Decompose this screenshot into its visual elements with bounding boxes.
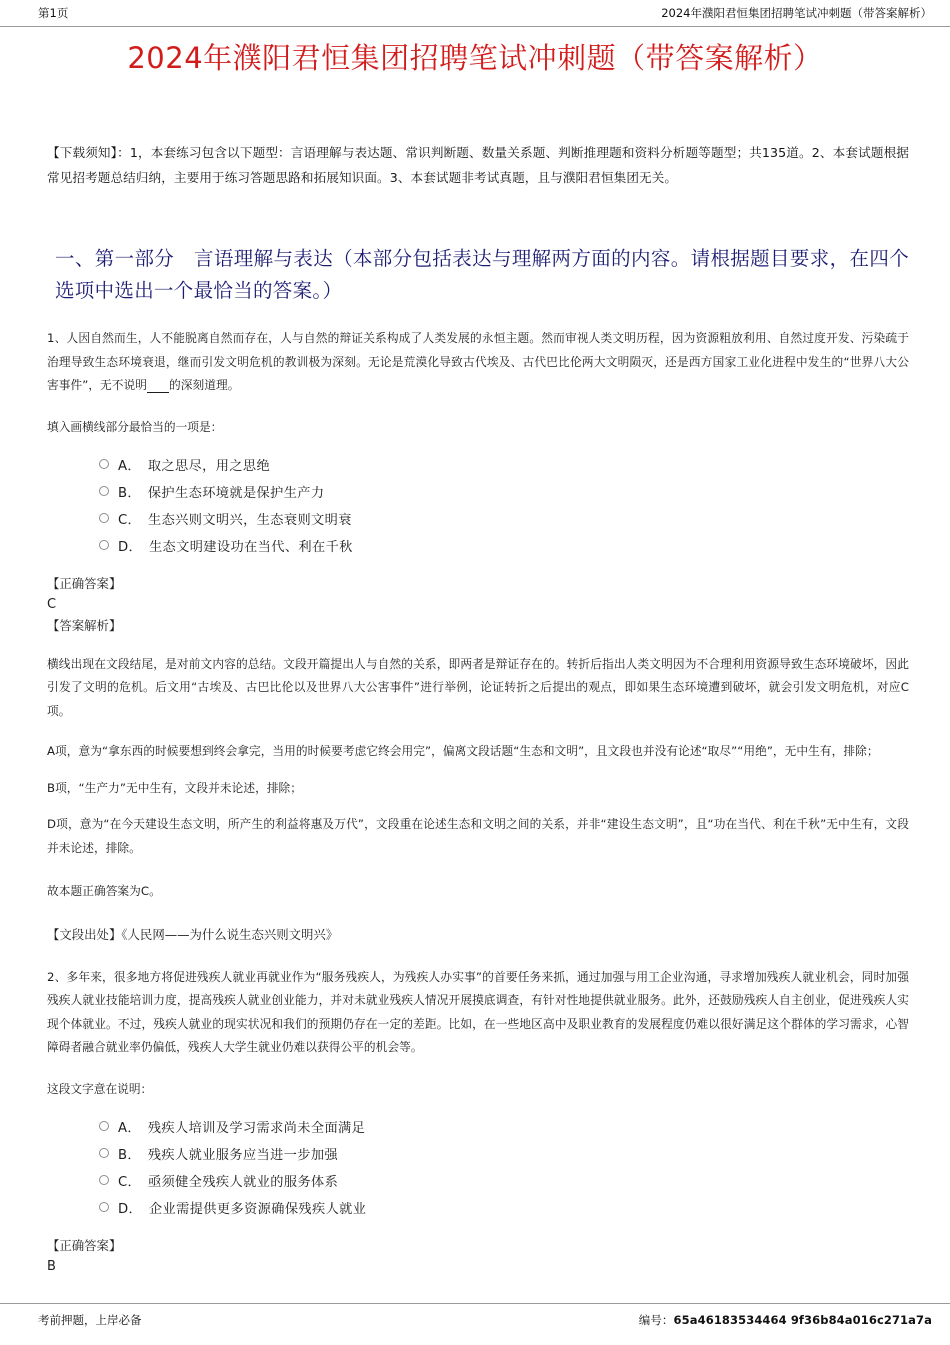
- option-text: 生态兴则文明兴，生态衰则文明衰: [148, 512, 352, 528]
- radio-button-icon[interactable]: [99, 1121, 109, 1131]
- radio-button-icon[interactable]: [99, 1202, 109, 1212]
- option-letter: C．: [118, 1174, 141, 1190]
- question-item: [47, 327, 909, 946]
- question-item: [47, 966, 909, 1277]
- header-document-title: 2024年濮阳君恒集团招聘笔试冲刺题（带答案解析）: [661, 6, 932, 20]
- option-text: 残疾人就业服务应当进一步加强: [147, 1147, 339, 1163]
- analysis-paragraph: B项，“生产力”无中生有，文段并未论述，排除；: [47, 780, 303, 795]
- question-stem: [47, 327, 909, 398]
- option-letter: D．: [118, 1201, 142, 1217]
- question-prompt: 这段文字意在说明：: [47, 1081, 153, 1096]
- running-header: [0, 0, 950, 27]
- analysis-paragraph: 横线出现在文段结尾，是对前文内容的总结。文段开篇提出人与自然的关系，即两者是辩证存在的。转折后指出人类文明因为不合理利用资源导致生态环境破坏，因此引发了文明的危机。后文用“古埃及、古巴比伦以及世界八大公害事件”进行举例，论证转折之后提出的观点，即如果生态环境遭到破坏，就会引发文明危机，对应C项。: [47, 656, 909, 718]
- option-b[interactable]: [99, 1140, 909, 1167]
- radio-button-icon[interactable]: [99, 486, 109, 496]
- analysis-paragraph: D项，意为“在今天建设生态文明，所产生的利益将惠及万代”，文段重在论述生态和文明之间的关系，并非“建设生态文明”，且“功在当代、利在千秋”无中生有，文段并未论述，排除。: [47, 817, 909, 855]
- footer-code: [639, 1312, 932, 1328]
- option-letter: D．: [118, 539, 142, 555]
- question-stem: [47, 966, 909, 1060]
- running-footer: [0, 1303, 950, 1345]
- radio-button-icon[interactable]: [99, 1175, 109, 1185]
- correct-answer-label: 【正确答案】: [47, 575, 122, 591]
- option-letter: A．: [118, 458, 141, 474]
- option-a[interactable]: [99, 1113, 909, 1140]
- radio-button-icon[interactable]: [99, 513, 109, 523]
- option-letter: C．: [118, 512, 141, 528]
- question-stem-part1: 1、人因自然而生，人不能脱离自然而存在，人与自然的辩证关系构成了人类发展的永恒主题。然而审视人类文明历程，因为资源粗放利用、自然过度开发、污染疏于治理导致生态环境衰退，继而引发文明危机的教训极为深刻。无论是荒漠化导致古代埃及、古代巴比伦两大文明陨灭，还是西方国家工业化进程中发生的“世界八大公害事件”，无不说明: [47, 331, 909, 392]
- option-c[interactable]: [99, 505, 909, 532]
- option-letter: A．: [118, 1120, 141, 1136]
- option-text: 生态文明建设功在当代、利在千秋: [148, 539, 353, 555]
- option-d[interactable]: [99, 532, 909, 559]
- page-title: 2024年濮阳君恒集团招聘笔试冲刺题（带答案解析）: [127, 41, 823, 75]
- radio-button-icon[interactable]: [99, 1148, 109, 1158]
- question-prompt: 填入画横线部分最恰当的一项是：: [47, 419, 223, 434]
- answer-block: [47, 573, 909, 636]
- section-heading: 一、第一部分 言语理解与表达（本部分包括表达与理解两方面的内容。请根据题目要求，在四个选项中选出一个最恰当的答案。）: [55, 247, 909, 302]
- radio-button-icon[interactable]: [99, 540, 109, 550]
- question-stem-part1: 2、多年来，很多地方将促进残疾人就业再就业作为“服务残疾人，为残疾人办实事”的首要任务来抓，通过加强与用工企业沟通，寻求增加残疾人就业机会，同时加强残疾人就业技能培训力度，提高残疾人就业创业能力，并对未就业残疾人情况开展摸底调查，有针对性地提供就业服务。此外，还鼓励残疾人自主创业，促进残疾人实现个体就业。不过，残疾人就业的现实状况和我们的预期仍存在一定的差距。比如，在一些地区高中及职业教育的发展程度仍难以很好满足这个群体的学习需求，心智障碍者融合就业率仍偏低，残疾人大学生就业仍难以获得公平的机会等。: [47, 969, 909, 1054]
- option-c[interactable]: [99, 1167, 909, 1194]
- footer-code-value: 65a46183534464 9f36b84a016c271a7a: [673, 1313, 932, 1327]
- option-list: [47, 451, 909, 559]
- analysis-label: 【答案解析】: [47, 617, 122, 633]
- correct-answer-value: C: [47, 596, 57, 612]
- correct-answer-label: 【正确答案】: [47, 1237, 122, 1253]
- correct-answer-value: B: [47, 1258, 57, 1274]
- analysis-paragraph: A项，意为“拿东西的时候要想到终会拿完，当用的时候要考虑它终会用完”，偏离文段话题“生态和文明”，且文段也并没有论述“取尽”“用绝”，无中生有，排除；: [47, 744, 879, 758]
- option-d[interactable]: [99, 1194, 909, 1221]
- option-text: 保护生态环境就是保护生产力: [147, 485, 325, 501]
- option-letter: B．: [118, 1147, 141, 1163]
- fill-in-blank: [147, 378, 169, 393]
- document-body: [47, 140, 909, 1277]
- passage-source: 【文段出处】《人民网——为什么说生态兴则文明兴》: [47, 926, 339, 942]
- answer-block: [47, 1235, 909, 1277]
- page-number-label: 第1页: [38, 6, 69, 20]
- option-a[interactable]: [99, 451, 909, 478]
- radio-button-icon[interactable]: [99, 459, 109, 469]
- footer-slogan: 考前押题，上岸必备: [38, 1313, 142, 1327]
- option-b[interactable]: [99, 478, 909, 505]
- option-list: [47, 1113, 909, 1221]
- option-text: 企业需提供更多资源确保残疾人就业: [148, 1201, 367, 1217]
- option-text: 亟须健全残疾人就业的服务体系: [148, 1174, 339, 1190]
- question-stem-part2: 的深刻道理。: [169, 378, 240, 392]
- option-text: 取之思尽，用之思绝: [147, 458, 271, 474]
- option-letter: B．: [118, 485, 141, 501]
- analysis-conclusion: 故本题正确答案为C。: [47, 884, 161, 898]
- download-notice: 【下载须知】：1，本套练习包含以下题型：言语理解与表达题、常识判断题、数量关系题、判断推理题和资料分析题等题型；共135道。2、本套试题根据常见招考题总结归纳，主要用于练习答题思路和拓展知识面。3、本套试题非考试真题，且与濮阳君恒集团无关。: [47, 145, 909, 185]
- option-text: 残疾人培训及学习需求尚未全面满足: [147, 1120, 366, 1136]
- footer-code-label: 编号：: [638, 1313, 674, 1327]
